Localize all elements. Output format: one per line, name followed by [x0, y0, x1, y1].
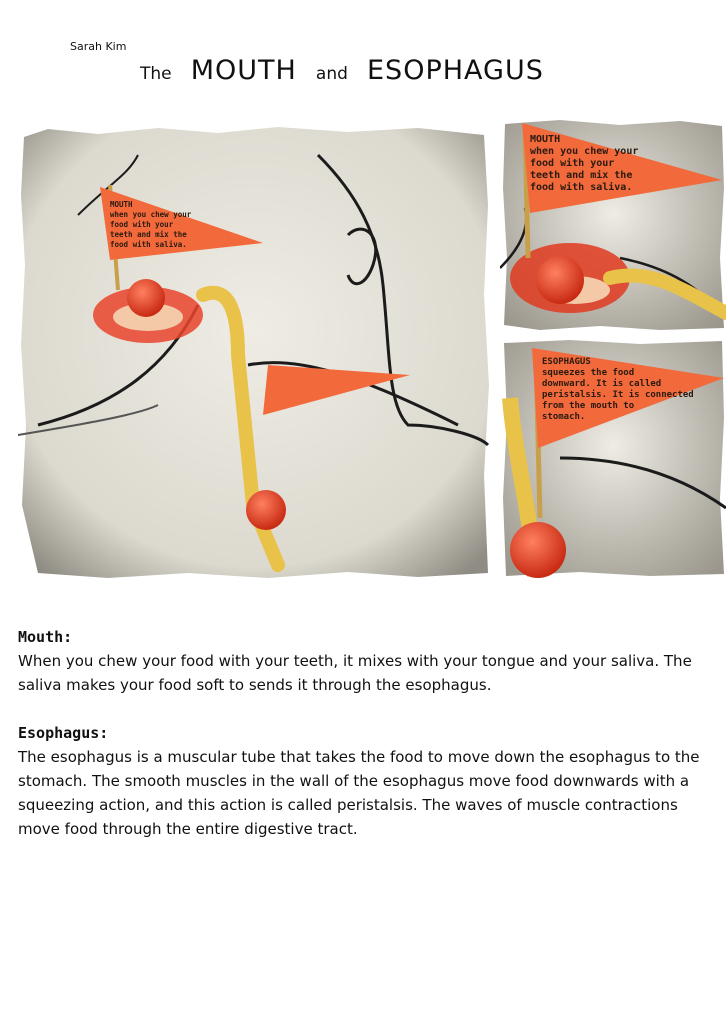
top-flag-line-2: when you chew your [530, 146, 639, 157]
top-flag-line-5: food with saliva. [530, 182, 633, 193]
page-title [140, 55, 558, 86]
main-flag-line-4: teeth and mix the [110, 230, 187, 239]
bottom-flag-line-5: from the mouth to [542, 401, 635, 411]
mouth-closeup-photo [500, 118, 726, 332]
bottom-flag-line-6: stomach. [542, 412, 586, 422]
bottom-flag-line-4: peristalsis. It is connected [542, 390, 694, 400]
author-name: Sarah Kim [70, 40, 127, 53]
main-flag-line-5: food with saliva. [110, 240, 187, 249]
title-and: and [315, 64, 348, 84]
top-flag-line-4: teeth and mix the [530, 170, 633, 181]
main-flag-line-2: when you chew your [110, 210, 192, 219]
bottom-flag-line-3: downward. It is called [542, 379, 662, 389]
bottom-flag-line-1: ESOPHAGUS [542, 357, 591, 367]
esophagus-paragraph: The esophagus is a muscular tube that takes the food to move down the esophagus to the stomach. The smooth muscles in the wall of the esophagus move food downwards with a squeezing action, and this action is called peristalsis. The waves of muscle contractions move food through the entire digestive tract. [18, 748, 700, 838]
top-flag-line-3: food with your [530, 158, 615, 169]
body-text [18, 625, 718, 841]
top-flag-line-1: MOUTH [530, 134, 561, 145]
title-the: The [140, 64, 172, 84]
main-model-photo [18, 125, 492, 581]
main-flag-line-3: food with your [110, 220, 174, 229]
title-esophagus: ESOPHAGUS [367, 55, 544, 86]
esophagus-closeup-photo [500, 338, 726, 578]
main-flag-line-1: MOUTH [110, 200, 133, 209]
mouth-heading: Mouth: [18, 628, 73, 646]
mouth-paragraph: When you chew your food with your teeth, it mixes with your tongue and your saliva. The saliva makes your food soft to sends it through the esophagus. [18, 652, 692, 694]
esophagus-heading: Esophagus: [18, 724, 109, 742]
title-mouth: MOUTH [190, 55, 297, 86]
bottom-flag-line-2: squeezes the food [542, 368, 635, 378]
